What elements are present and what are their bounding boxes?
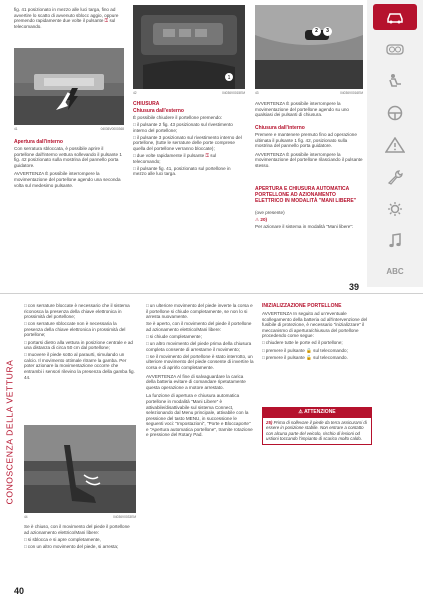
attention-header: ⚠ ATTENZIONE [262,407,372,418]
closing-external-text: È possibile chiudere il portellone premendo: □ il pulsante 2 fig. 43 posizionato sul rivestimento interno del portellone; □ il pulsante 3 posizionato sul rivestimento interno del portellone, (tutte le serrature delle porte comprese quella del portellone verranno bloccate); □ due volte rapidamente il pulsante ⚿ sul telecomando; □ il pulsante fig. 41, posizionato sul portellone in mezzo alle luci targa. [133,115,243,178]
closing-internal-text: Premere e mantenere premuto fino ad operazione ultimata il pulsante 1 fig. 42, posizionato sulla mostrina del pannello porta guidatore. AVVERTENZA È possibile interrompere la movimentazione del portellone rilasciando il pulsante stesso. [255,132,363,168]
lock-icon: 🔒 [306,347,312,353]
p40-col1-text: □ con serrature bloccate è necessario che il sistema riconosca la presenza della chiave elettronica in prossimità del portellone; □ con serrature sbloccate non è necessaria la presenza della chiave elettronica in prossimità del portellone; □ portarsi dietro alla vettura in posizione centrale e ad una distanza di circa 50 cm dal portellone; □ muovere il piede sotto al paraurti, simulando un calcio. Il movimento ottimale ritrarre la gamba. Per poter azionare la movimentazione occorre che entrambi i sensori rilevino la presenza della gamba fig. 44. [24,303,136,382]
door-panel-illustration [133,5,245,89]
auto-opening-text: (ove presente) ⚠ 20) Per azionare il sistema in modalità "Mani libere": [255,210,354,230]
tab-steering[interactable] [373,100,417,126]
tab-seat[interactable] [373,68,417,94]
chapter-sidebar [367,0,423,287]
tab-multimedia[interactable] [373,228,417,254]
init-text: AVVERTENZA In seguito ad un'eventuale scollegamento della batteria od all'intervenzione del fusibile di protezione, è necessario "inizializzare" il meccanismo di apertura/chiusura del portellone procedendo come segue: □ chiudere tutte le porte ed il portellone; □ premere il pulsante 🔒 sul telecomando; □ premere il pulsante 🔓 sul telecomando. [262,311,372,362]
key-lock-icon: ⚿ [104,18,109,24]
init-title: INIZIALIZZAZIONE PORTELLONE [262,303,342,309]
tab-index[interactable]: ABC [386,266,404,276]
seat-person-icon [385,73,405,89]
p40-col2-text: □ un ulteriore movimento del piede inverte la corsa e il portellone si chiude completamente, se non lo si arresta nuovamente. Se è aperto, con il movimento del piede il portellone ad azionamento elettrico/Mani libere: □ si chiude completamente; □ un altro movimento del piede prima della chiusura completa consente di arrestarne il movimento; □ se il movimento del portellone è stato interrotto, un ulteriore movimento del piede consente di invertire la corsa e di aprirlo completamente. AVVERTENZA Al fine di salvaguardare la carica della batteria evitare di comandare ripetutamente questa operazione a motore arrestato. La funzione di apertura e chiusura automatica portellone in modalità "Mani Libere" è attivabile/disattivabile sul sistema Connect, selezionando dal Menu principale, attivabile con la pressione del tasto MENU, in successione le seguenti voci: "Impostazioni", "Porte e Bloccaporte" e "Apertura automatica portellone", tramite rotazione e pressione del Rotary Pad. [146,303,254,440]
p39-col1-top-text: fig. 41 posizionato in mezzo alle luci targa, fino ad avvertire lo scatto di avvenuto sblocc aggio, oppure premendo rapidamente due volte il pulsante ⚿ sul telecomando. [14,7,119,29]
auto-opening-title: APERTURA E CHIUSURA AUTOMATICA PORTELLONE AD AZIONAMENTO ELETTRICO IN MODALITÀ "MANI LIBERE" [255,186,357,204]
warning-triangle-small-icon: ⚠ [255,217,260,223]
figure-42-caption: 42 04036V0015EM [133,91,245,95]
gear-sun-icon [385,201,405,217]
closing-external-title: Chiusura dall'esterno [133,108,184,114]
music-note-icon [385,233,405,249]
warning-triangle-icon [385,137,405,153]
wrench-icon [385,169,405,185]
tab-maintenance[interactable] [373,164,417,190]
lock-key-icon: ⚿ [205,153,209,159]
p39-col3-text: AVVERTENZA È possibile interrompere la movimentazione del portellone agendo su uno qualsiasi dei pulsanti di chiusura. [255,101,349,118]
attention-box [262,407,372,445]
tailgate-photo-illustration [14,48,124,125]
tab-dashboard[interactable] [373,36,417,62]
foot-under-bumper-illustration [24,425,136,513]
p40-col1-bottom-text: Se è chiuso, con il movimento del piede il portellone ad azionamento elettrico/Mani libere: □ si sblocca e si apre completamente, □ con un altro movimento del piede, si arresta; [24,524,136,551]
page-number-40: 40 [14,586,25,596]
badge-2: 2 [312,27,321,36]
badge-3: 3 [323,27,332,36]
dashboard-icon [385,41,405,57]
figure-44-photo [24,425,136,513]
tab-car[interactable] [373,4,417,30]
figure-42-photo [133,5,245,89]
svg-text:1: 1 [227,75,231,81]
warning-triangle-white-icon: ⚠ [298,409,303,415]
attention-content: 25) Prima di sollevare il piede da terra assicurarsi di essere in posizione stabile. Non entrare a contatto con alcuna parte del veicolo, rischio di lesioni od ustioni toccando l'impianto di scarico molto caldo. [262,418,372,445]
closing-title: CHIUSURA [133,101,160,107]
internal-opening-title: Apertura dall'interno [14,139,63,145]
figure-44-caption: 44 04036V0033EM [24,515,136,519]
figure-43-photo [255,5,363,89]
closing-internal-title: Chiusura dall'interno [255,125,305,131]
unlock-icon: 🔓 [306,354,312,360]
steering-wheel-icon [385,105,405,121]
tab-technical[interactable] [373,196,417,222]
tab-warning[interactable] [373,132,417,158]
tailgate-interior-illustration [255,5,363,89]
figure-43-caption: 43 04036V0016EM [255,91,363,95]
figure-41-caption: 41 04036V0000368 [14,127,124,131]
page-divider [0,293,423,294]
page-number-39: 39 [349,282,360,292]
internal-opening-text: Con serratura sbloccata, è possibile aprire il portellone dall'interno vettura sollevando il pulsante 1 fig. 42 posizionato sulla mostrina del pannello porta guidatore. AVVERTENZA È possibile interrompere la movimentazione del portellone agendo una seconda volta sul medesimo pulsante. [14,146,122,188]
chapter-vertical-label: CONOSCENZA DELLA VETTURA [4,359,15,505]
figure-41-photo [14,48,124,125]
car-icon [385,9,405,25]
